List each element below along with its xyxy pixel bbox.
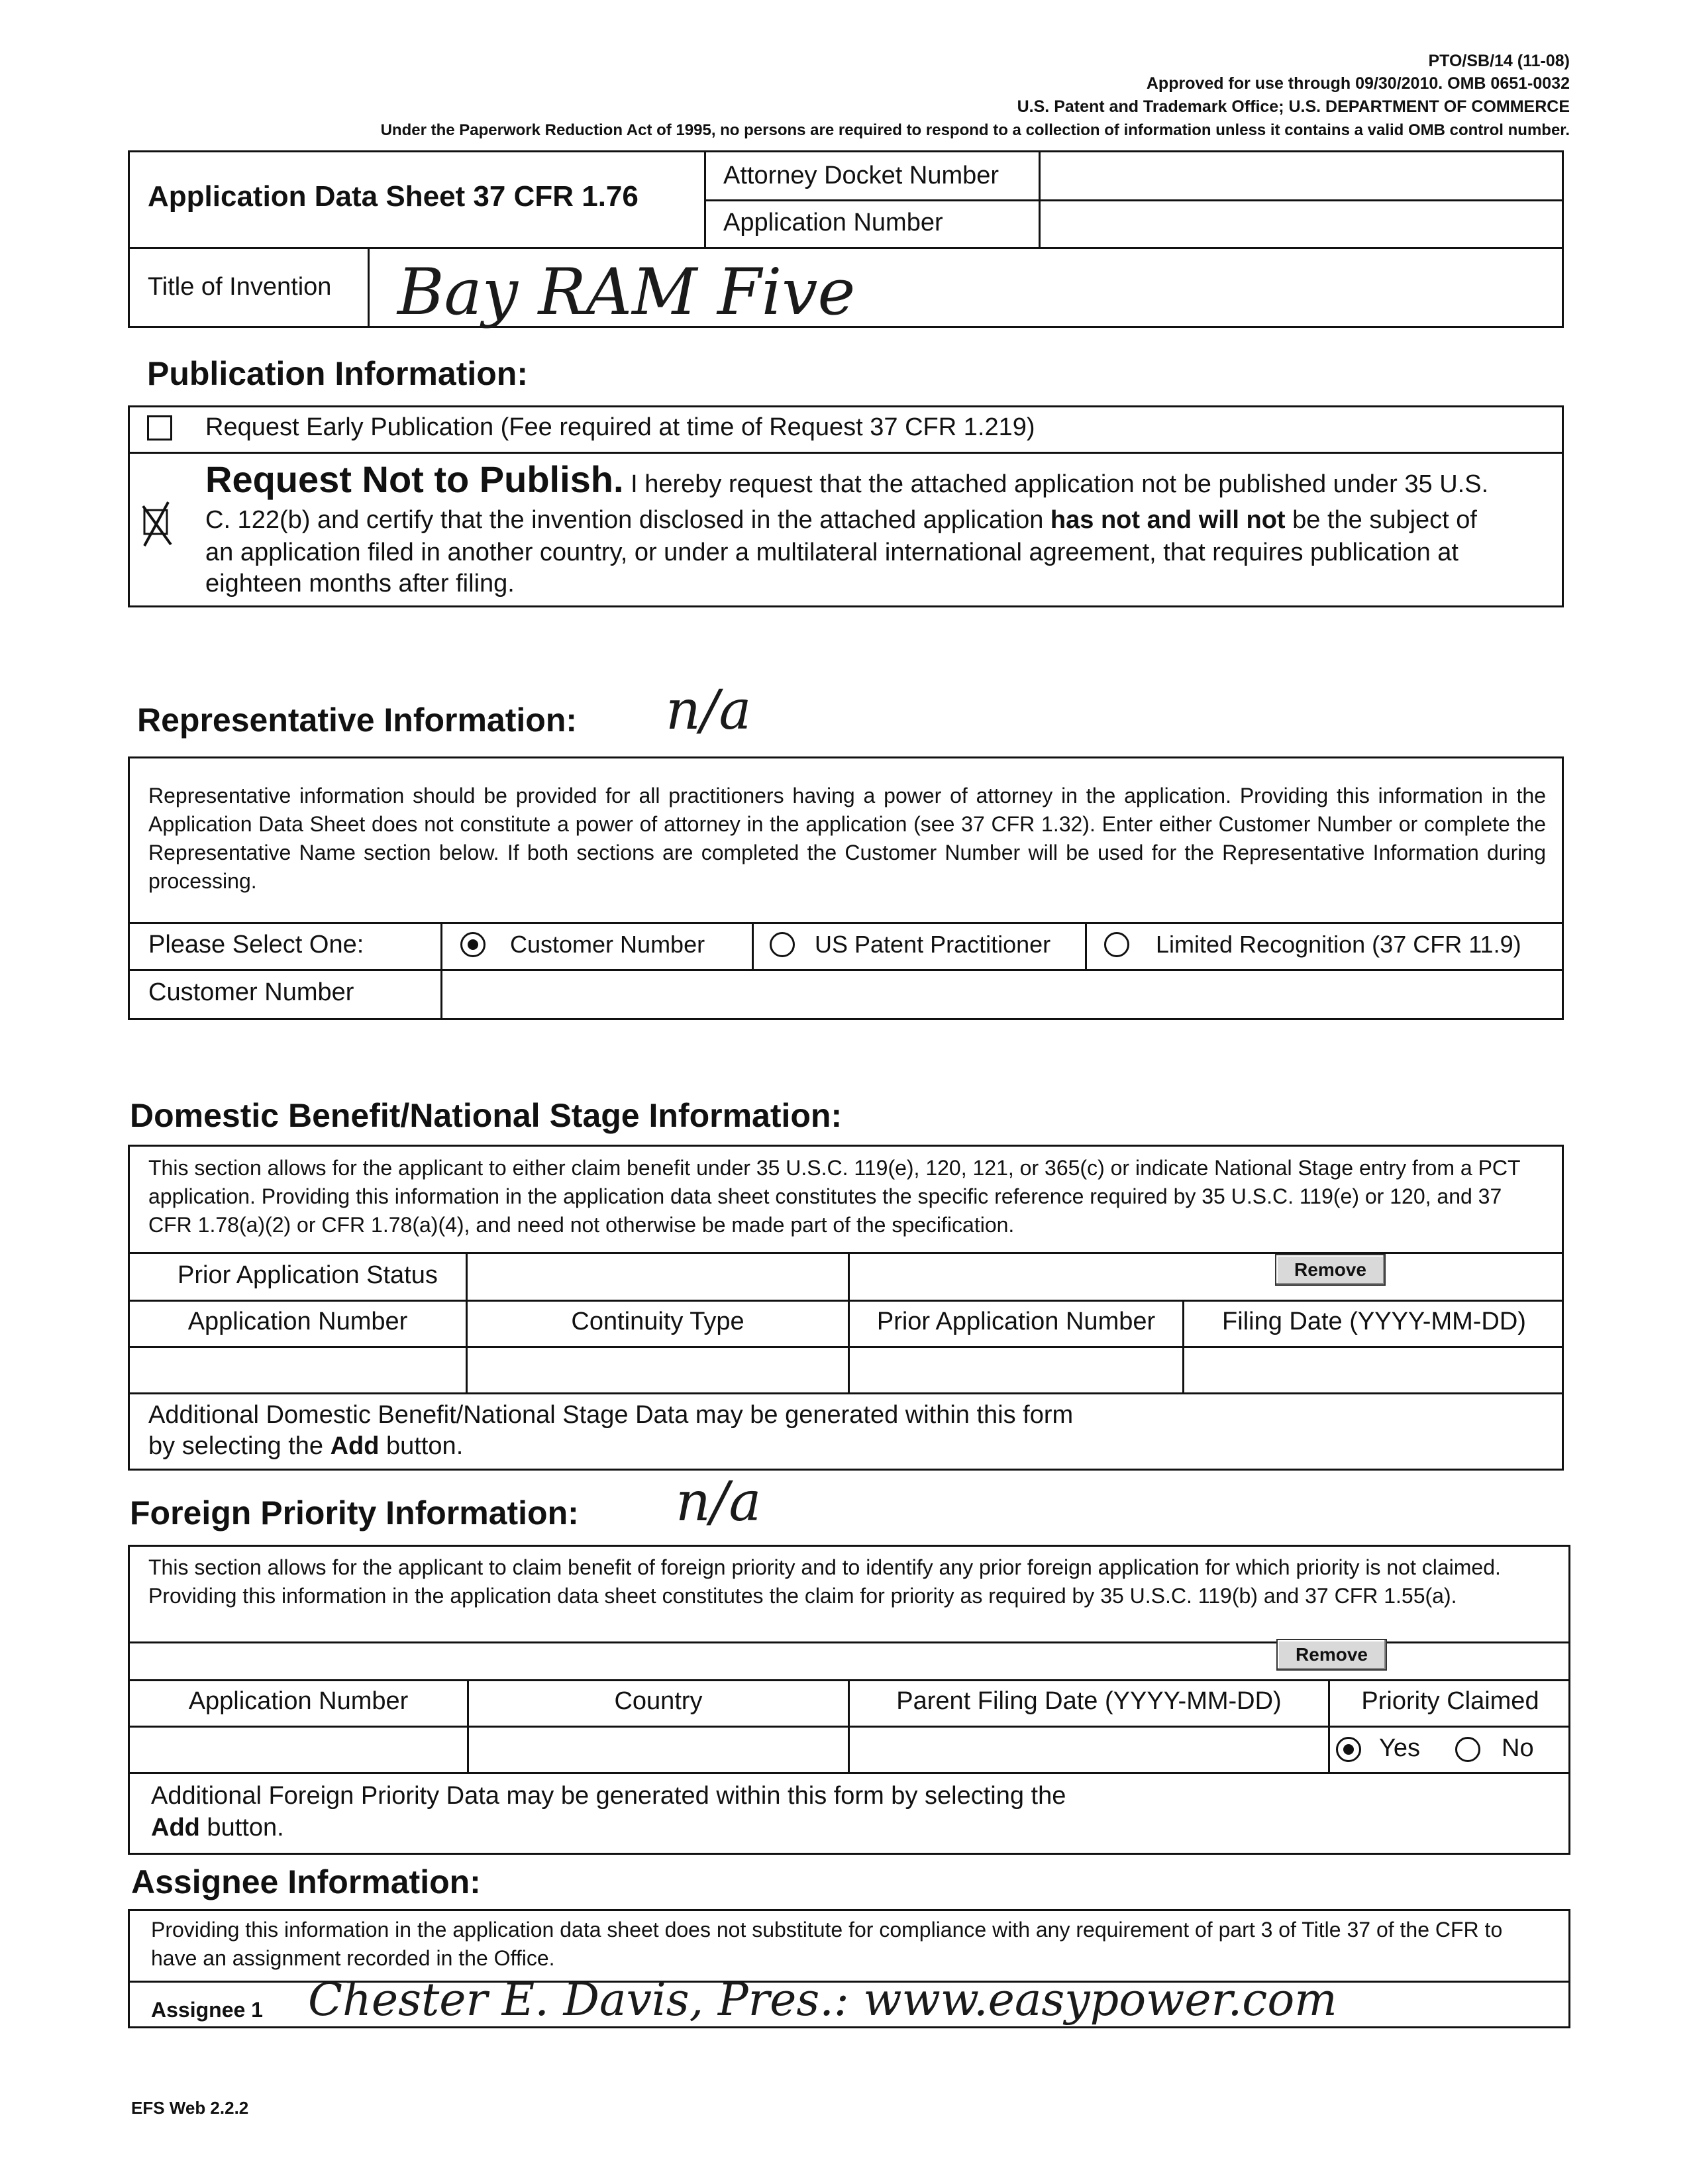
foreign-parent-filing-date-field[interactable] [859,1734,1316,1763]
not-publish-line4: eighteen months after filing. [205,570,515,598]
assignee-heading: Assignee Information: [131,1863,481,1900]
col-parent-filing-date: Parent Filing Date (YYYY-MM-DD) [896,1687,1282,1715]
col-priority-claimed: Priority Claimed [1361,1687,1539,1715]
col-foreign-application-number: Application Number [188,1687,409,1715]
not-publish-line3: an application filed in another country, or under a multilateral international agreement, that requires publication at [205,539,1459,566]
early-publication-label: Request Early Publication (Fee required at time of Request 37 CFR 1.219) [205,413,1035,441]
prior-application-status-field[interactable] [480,1261,838,1290]
representative-heading: Representative Information: [137,702,578,739]
domestic-continuity-type-field[interactable] [477,1355,838,1384]
foreign-handwritten-na: n/a [676,1471,762,1534]
handwritten-x-mark [140,498,175,548]
agency-note: U.S. Patent and Trademark Office; U.S. DEPARTMENT OF COMMERCE [1017,97,1570,116]
domestic-application-number-field[interactable] [139,1355,457,1384]
approval-note: Approved for use through 09/30/2010. OMB 0651-0032 [1146,74,1570,93]
col-application-number: Application Number [187,1308,408,1335]
foreign-heading: Foreign Priority Information: [130,1494,579,1532]
domestic-info: This section allows for the applicant to either claim benefit under 35 U.S.C. 119(e), 120, 121, or 365(c) or indicate National Stage entry from a PCT application. Providing this information in the application data sheet constitutes the specific reference required by 35 U.S.C. 119(e) or 120, and 37 CFR 1.78(a)(2) or CFR 1.78(a)(4), and need not otherwise be made part of the specification. [148,1156,1520,1237]
assignee-1-field[interactable]: Chester E. Davis, Pres.: www.easypower.com [308,1974,1337,2026]
domestic-additional-line1: Additional Domestic Benefit/National Stage Data may be generated within this form [148,1401,1074,1429]
application-number-field[interactable] [1060,209,1550,238]
col-continuity-type: Continuity Type [571,1308,744,1335]
not-publish-checkbox[interactable] [140,498,175,548]
radio-us-patent-practitioner[interactable] [770,932,795,957]
option-limited-recognition: Limited Recognition (37 CFR 11.9) [1156,931,1521,958]
footer-version: EFS Web 2.2.2 [131,2098,249,2118]
foreign-info: This section allows for the applicant to claim benefit of foreign priority and to identify any prior foreign application for which priority is not claimed. Providing this information in the application data sheet constitutes the claim for priority as required by 35 U.S.C. 119(b) and 37 CFR 1.55(a). [148,1555,1501,1608]
priority-yes-label: Yes [1379,1734,1420,1762]
radio-limited-recognition[interactable] [1104,932,1129,957]
col-country: Country [614,1687,703,1715]
assignee-1-label: Assignee 1 [151,1998,263,2022]
radio-priority-yes[interactable] [1336,1737,1361,1762]
radio-customer-number[interactable] [460,932,486,957]
early-publication-checkbox[interactable] [147,415,172,441]
publication-heading: Publication Information: [147,355,528,392]
representative-info: Representative information should be provided for all practitioners having a power of attorney in the application. Providing this information in the Application Data Sheet does not constitute a power of attorney in the application (see 37 CFR 1.32). Enter either Customer Number or complete the Representative Name section below. If both sections are completed the Customer Number will be used for the Representative Information during processing. [148,784,1546,893]
domestic-prior-application-number-field[interactable] [859,1355,1170,1384]
customer-number-field[interactable] [457,978,1550,1008]
foreign-country-field[interactable] [477,1734,838,1763]
form-id: PTO/SB/14 (11-08) [1428,52,1570,70]
domestic-additional-line2: by selecting the Add button. [148,1432,464,1460]
foreign-remove-button[interactable]: Remove [1276,1639,1387,1671]
select-one-label: Please Select One: [148,931,364,959]
foreign-additional-line1: Additional Foreign Priority Data may be generated within this form by selecting the [151,1782,1066,1810]
page-title: Application Data Sheet 37 CFR 1.76 [148,180,639,213]
not-publish-line1: Request Not to Publish. I hereby request that the attached application not be published under 35 U.S. [205,458,1489,500]
domestic-heading: Domestic Benefit/National Stage Information: [130,1097,843,1134]
foreign-additional-line2: Add button. [151,1814,284,1842]
customer-number-label: Customer Number [148,978,354,1006]
attorney-docket-label: Attorney Docket Number [723,162,999,189]
not-publish-line2: C. 122(b) and certify that the invention disclosed in the attached application has not and will not be the subject of [205,506,1477,534]
col-prior-application-number: Prior Application Number [876,1308,1156,1335]
priority-no-label: No [1502,1734,1534,1762]
option-customer-number: Customer Number [510,931,705,958]
option-us-patent-practitioner: US Patent Practitioner [815,931,1051,958]
col-filing-date: Filing Date (YYYY-MM-DD) [1222,1308,1526,1335]
application-number-label: Application Number [723,209,943,236]
attorney-docket-field[interactable] [1060,162,1550,191]
representative-handwritten-na: n/a [666,679,752,742]
domestic-remove-button[interactable]: Remove [1275,1254,1386,1286]
foreign-application-number-field[interactable] [139,1734,457,1763]
title-of-invention-label: Title of Invention [148,273,332,301]
paperwork-note: Under the Paperwork Reduction Act of 1995, no persons are required to respond to a collection of information unless it contains a valid OMB control number. [380,121,1570,139]
assignee-info: Providing this information in the application data sheet does not substitute for compliance with any requirement of part 3 of Title 37 of the CFR to have an assignment recorded in the Office. [151,1918,1503,1970]
title-of-invention-field[interactable]: Bay RAM Five [397,255,856,329]
prior-application-status-label: Prior Application Status [178,1261,438,1289]
radio-priority-no[interactable] [1455,1737,1480,1762]
domestic-filing-date-field[interactable] [1194,1355,1551,1384]
